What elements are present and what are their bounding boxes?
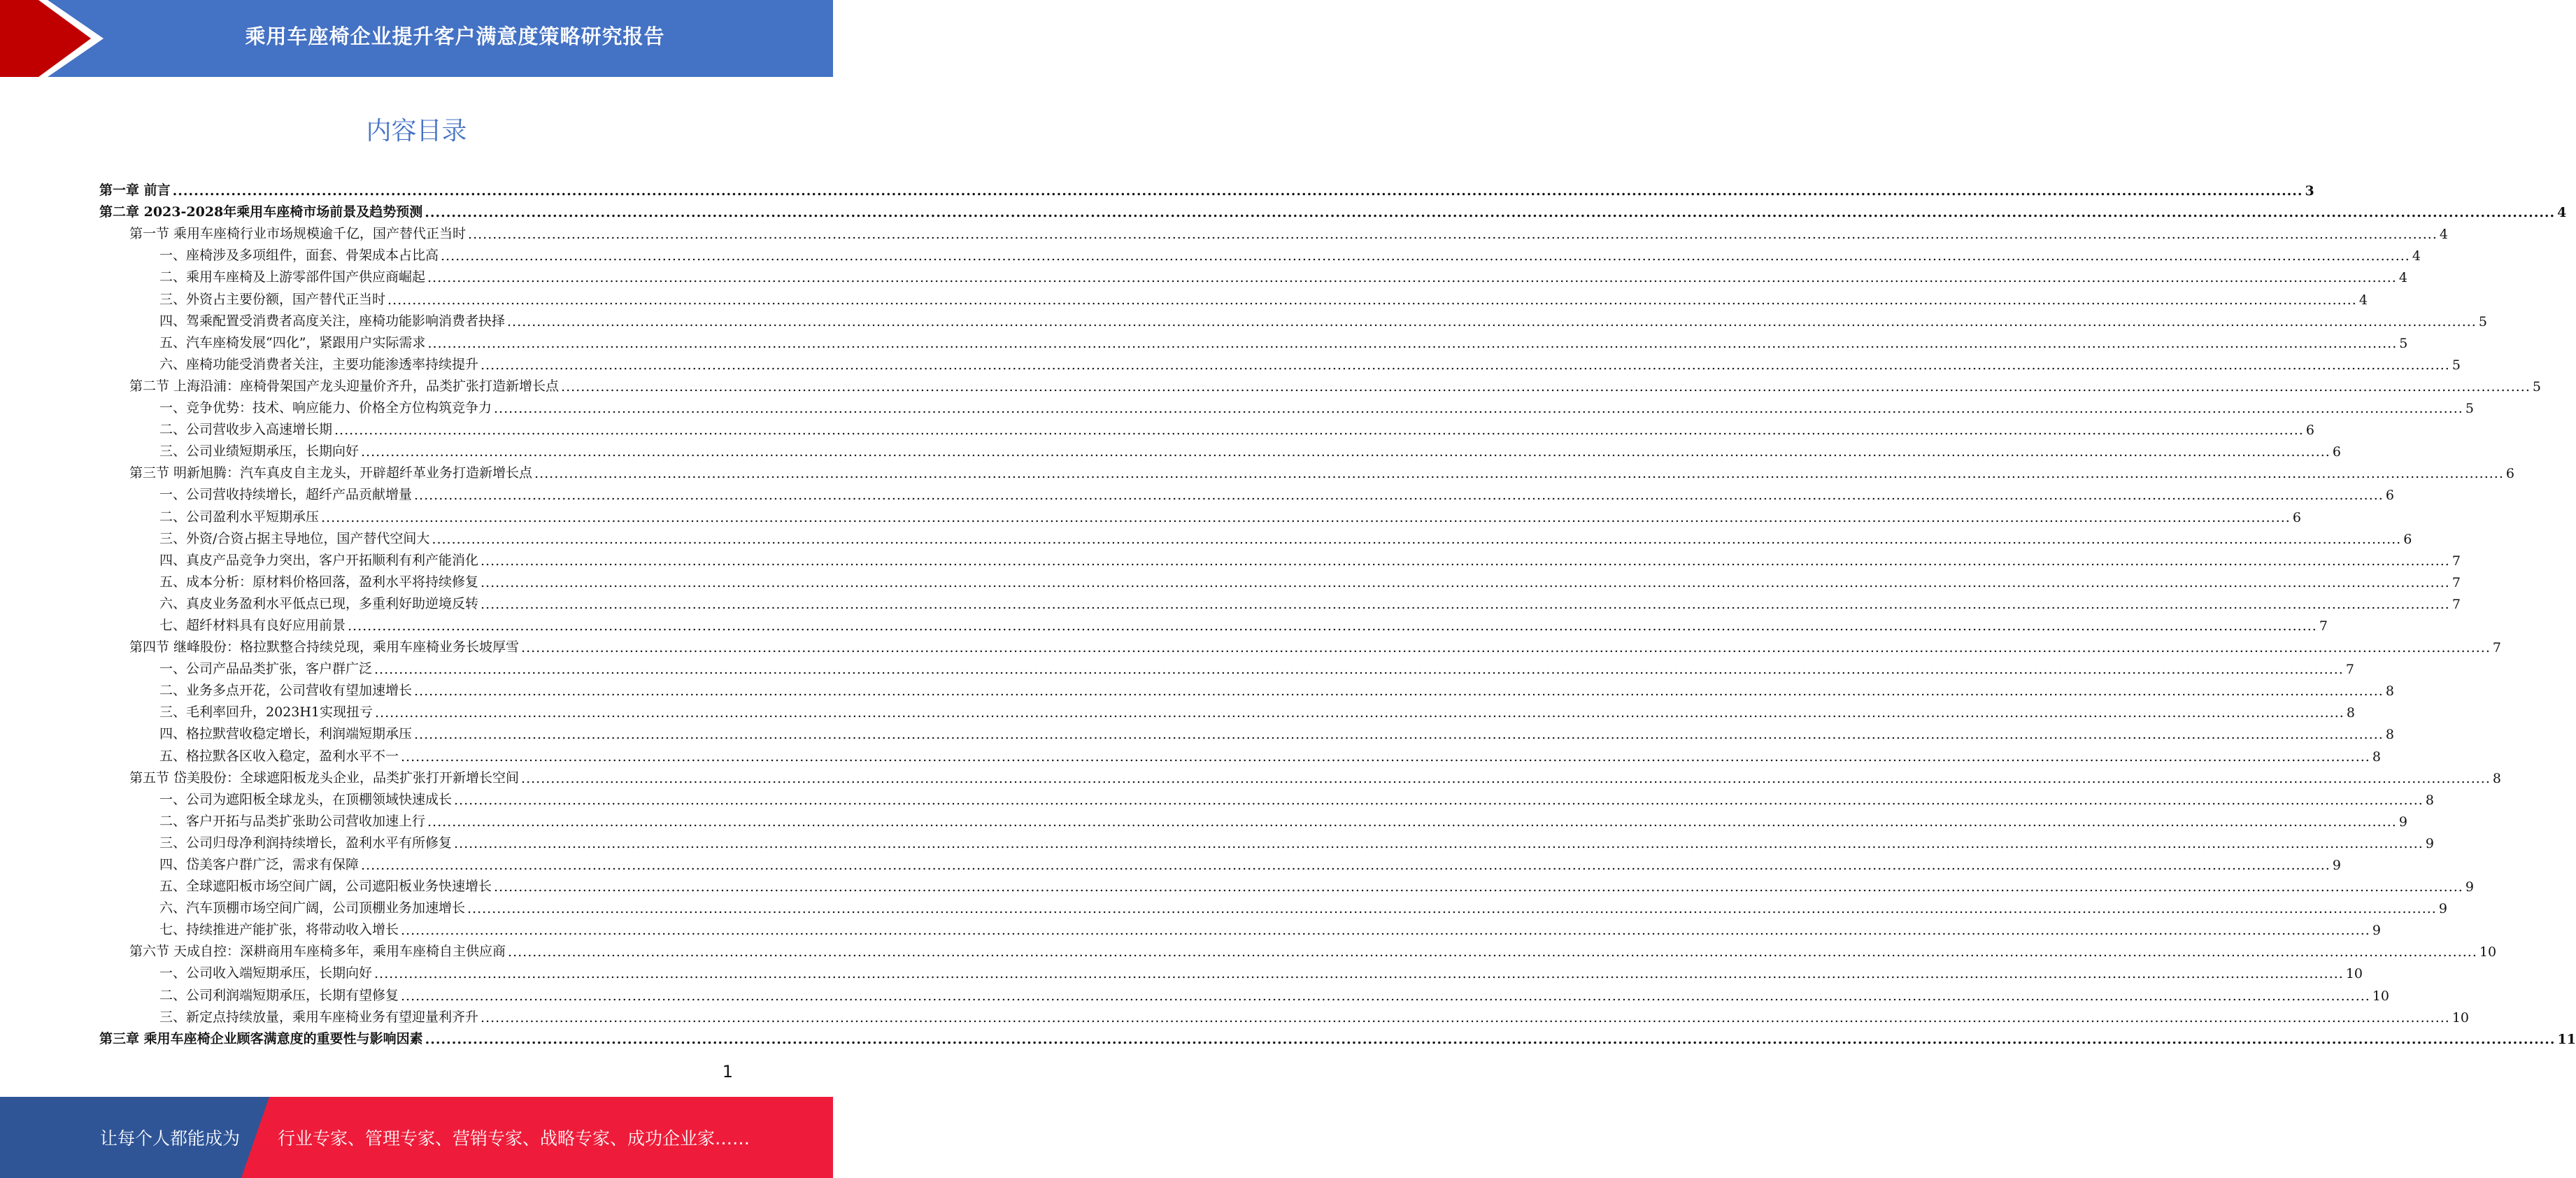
toc-entry-text: 四、驾乘配置受消费者高度关注，座椅功能影响消费者抉择 [159, 313, 506, 329]
toc-entry[interactable] [99, 199, 2567, 221]
toc-entry[interactable] [99, 655, 2354, 678]
toc-dot-leader: ................................................................................................................................................................................................................................................................................................................................................................................................................ [468, 227, 2438, 243]
toc-entry-page: 6 [2305, 423, 2314, 439]
toc-entry[interactable] [99, 721, 2394, 743]
toc-entry-text: 三、公司归母净利润持续增长，盈利水平有所修复 [159, 835, 453, 851]
toc-entry-page: 6 [2403, 531, 2412, 547]
toc-entry[interactable] [99, 460, 2514, 482]
toc-entry[interactable] [99, 177, 2314, 199]
toc-dot-leader: ................................................................................................................................................................................................................................................................................................................................................................................................................ [534, 466, 2504, 482]
toc-entry-text: 五、全球遮阳板市场空间广阔，公司遮阳板业务快速增长 [159, 879, 492, 895]
toc-dot-leader: ................................................................................................................................................................................................................................................................................................................................................................................................................ [508, 944, 2477, 960]
toc-entry[interactable] [99, 242, 2421, 264]
toc-dot-leader: ................................................................................................................................................................................................................................................................................................................................................................................................................ [414, 727, 2384, 743]
toc-entry[interactable] [99, 547, 2461, 569]
toc-entry[interactable] [99, 264, 2407, 286]
toc-entry-page: 9 [2332, 858, 2341, 873]
toc-entry-page: 6 [2332, 444, 2341, 460]
toc-entry-text: 二、公司利润端短期承压，长期有望修复 [159, 987, 399, 1003]
toc-entry-text: 四、岱美客户群广泛，需求有保障 [159, 857, 360, 872]
toc-entry-page: 9 [2438, 901, 2447, 917]
toc-entry-page: 7 [2452, 574, 2461, 590]
toc-entry[interactable] [99, 351, 2461, 373]
toc-entry[interactable] [99, 612, 2328, 634]
toc-entry-text: 六、真皮业务盈利水平低点已现，多重利好助逆境反转 [159, 595, 479, 611]
toc-entry[interactable] [99, 329, 2408, 351]
toc-entry-text: 三、外资/合资占据主导地位，国产替代空间大 [159, 530, 430, 546]
toc-entry[interactable] [99, 830, 2434, 851]
toc-entry-text: 五、格拉默各区收入稳定，盈利水平不一 [159, 748, 399, 764]
toc-entry-page: 4 [2412, 248, 2421, 264]
toc-dot-leader: ................................................................................................................................................................................................................................................................................................................................................................................................................ [414, 488, 2384, 504]
toc-entry-page: 6 [2292, 509, 2301, 525]
toc-entry[interactable] [99, 308, 2487, 329]
toc-dot-leader: ................................................................................................................................................................................................................................................................................................................................................................................................................ [401, 748, 2370, 765]
toc-entry[interactable] [99, 438, 2341, 460]
toc-entry[interactable] [99, 765, 2501, 786]
toc-entry-text: 第六节 天成自控：深耕商用车座椅多年，乘用车座椅自主供应商 [129, 944, 506, 960]
page-number: 1 [722, 1062, 733, 1081]
toc-entry-text: 三、外资占主要份额，国产替代正当时 [159, 291, 386, 307]
toc-dot-leader: ................................................................................................................................................................................................................................................................................................................................................................................................................ [427, 270, 2397, 286]
toc-entry-text: 二、公司营收步入高速增长期 [159, 422, 333, 438]
toc-entry-text: 二、业务多点开花，公司营收有望加速增长 [159, 683, 413, 699]
toc-dot-leader: ................................................................................................................................................................................................................................................................................................................................................................................................................ [172, 183, 2303, 199]
toc-entry-text: 五、汽车座椅发展“四化”，紧跟用户实际需求 [159, 334, 426, 350]
toc-entry-text: 第一章 前言 [99, 183, 171, 199]
toc-dot-leader: ................................................................................................................................................................................................................................................................................................................................................................................................................ [521, 640, 2491, 656]
page-header [0, 0, 833, 77]
toc-dot-leader: ................................................................................................................................................................................................................................................................................................................................................................................................................ [467, 901, 2437, 917]
toc-dot-leader: ................................................................................................................................................................................................................................................................................................................................................................................................................ [348, 618, 2317, 634]
footer-slogan-left: 让每个人都能成为 [100, 1128, 241, 1149]
toc-entry-page: 5 [2532, 378, 2541, 395]
toc-entry-page: 5 [2465, 401, 2474, 417]
toc-entry-text: 一、公司收入端短期承压，长期向好 [159, 965, 373, 981]
toc-entry-text: 六、座椅功能受消费者关注，主要功能渗透率持续提升 [159, 356, 479, 372]
toc-entry[interactable] [99, 395, 2474, 417]
toc-dot-leader: ................................................................................................................................................................................................................................................................................................................................................................................................................ [401, 988, 2370, 1004]
toc-entry-page: 8 [2492, 770, 2501, 786]
toc-entry-text: 四、格拉默营收稳定增长，利润端短期承压 [159, 726, 413, 742]
toc-entry-text: 第三节 明新旭腾：汽车真皮自主龙头，开辟超纤革业务打造新增长点 [129, 465, 533, 481]
toc-entry-page: 9 [2372, 923, 2381, 939]
toc-entry-page: 4 [2358, 292, 2368, 308]
toc-dot-leader: ................................................................................................................................................................................................................................................................................................................................................................................................................ [481, 553, 2450, 569]
toc-dot-leader: ................................................................................................................................................................................................................................................................................................................................................................................................................ [494, 401, 2463, 417]
toc-entry-page: 10 [2345, 966, 2363, 982]
toc-dot-leader: ................................................................................................................................................................................................................................................................................................................................................................................................................ [425, 205, 2556, 221]
toc-entry[interactable] [99, 503, 2301, 525]
toc-dot-leader: ................................................................................................................................................................................................................................................................................................................................................................................................................ [361, 858, 2331, 873]
toc-entry-text: 一、竞争优势：技术、响应能力、价格全方位构筑竞争力 [159, 400, 492, 416]
toc-dot-leader: ................................................................................................................................................................................................................................................................................................................................................................................................................ [425, 1031, 2556, 1047]
toc-entry[interactable] [99, 981, 2390, 1004]
toc-entry-text: 二、公司盈利水平短期承压 [159, 509, 320, 525]
toc-entry-page: 9 [2465, 879, 2474, 895]
toc-entry-page: 3 [2305, 183, 2314, 199]
toc-entry[interactable] [99, 481, 2394, 504]
toc-entry[interactable] [99, 634, 2501, 656]
toc-entry-page: 4 [2439, 227, 2448, 243]
toc-dot-leader: ................................................................................................................................................................................................................................................................................................................................................................................................................ [454, 835, 2424, 851]
toc-dot-leader: ................................................................................................................................................................................................................................................................................................................................................................................................................ [454, 792, 2424, 808]
toc-entry-text: 三、公司业绩短期承压，长期向好 [159, 443, 360, 460]
toc-entry[interactable] [99, 938, 2497, 960]
toc-entry-page: 8 [2346, 705, 2355, 721]
toc-entry[interactable] [99, 786, 2434, 808]
toc-entry-text: 三、新定点持续放量，乘用车座椅业务有望迎量利齐升 [159, 1009, 479, 1025]
toc-entry[interactable] [99, 808, 2407, 830]
toc-entry[interactable] [99, 699, 2355, 721]
toc-dot-leader: ................................................................................................................................................................................................................................................................................................................................................................................................................ [494, 879, 2463, 895]
toc-entry-page: 10 [2452, 1009, 2470, 1026]
toc-entry-text: 第五节 岱美股份：全球遮阳板龙头企业，品类扩张打开新增长空间 [129, 769, 520, 786]
toc-entry[interactable] [99, 285, 2368, 308]
toc-dot-leader: ................................................................................................................................................................................................................................................................................................................................................................................................................ [334, 423, 2304, 439]
toc-dot-leader: ................................................................................................................................................................................................................................................................................................................................................................................................................ [441, 248, 2410, 264]
toc-entry-text: 第一节 乘用车座椅行业市场规模逾千亿，国产替代正当时 [129, 226, 467, 242]
toc-entry-text: 五、成本分析：原材料价格回落，盈利水平将持续修复 [159, 574, 479, 590]
toc-entry-text: 二、乘用车座椅及上游零部件国产供应商崛起 [159, 269, 426, 285]
toc-entry-text: 六、汽车顶棚市场空间广阔，公司顶棚业务加速增长 [159, 900, 466, 916]
toc-entry-text: 四、真皮产品竞争力突出，客户开拓顺利有利产能消化 [159, 552, 479, 568]
report-title: 乘用车座椅企业提升客户满意度策略研究报告 [245, 24, 665, 48]
toc-entry-text: 一、公司营收持续增长，超纤产品贡献增量 [159, 487, 413, 503]
toc-entry[interactable] [99, 873, 2474, 895]
toc-entry-text: 三、毛利率回升，2023H1实现扭亏 [159, 704, 373, 721]
toc-dot-leader: ................................................................................................................................................................................................................................................................................................................................................................................................................ [361, 444, 2331, 460]
toc-entry-page: 5 [2478, 313, 2487, 329]
toc-dot-leader: ................................................................................................................................................................................................................................................................................................................................................................................................................ [374, 966, 2344, 982]
toc-dot-leader: ................................................................................................................................................................................................................................................................................................................................................................................................................ [507, 313, 2477, 329]
toc-dot-leader: ................................................................................................................................................................................................................................................................................................................................................................................................................ [427, 814, 2397, 830]
toc-entry-page: 10 [2372, 988, 2390, 1004]
toc-entry[interactable] [99, 220, 2448, 243]
toc-entry-page: 5 [2452, 357, 2461, 373]
toc-entry[interactable] [99, 895, 2447, 917]
toc-entry-text: 第四节 继峰股份：格拉默整合持续兑现，乘用车座椅业务长坡厚雪 [129, 639, 520, 655]
toc-entry[interactable] [99, 569, 2461, 590]
toc-entry[interactable] [99, 742, 2381, 765]
toc-title: 内容目录 [366, 117, 467, 146]
toc-dot-leader: ................................................................................................................................................................................................................................................................................................................................................................................................................ [321, 509, 2291, 525]
toc-entry-page: 7 [2345, 662, 2354, 678]
toc-entry-page: 7 [2452, 596, 2461, 612]
toc-entry-page: 6 [2385, 488, 2394, 504]
toc-entry-page: 9 [2425, 835, 2434, 851]
toc-dot-leader: ................................................................................................................................................................................................................................................................................................................................................................................................................ [481, 574, 2450, 590]
table-of-contents [99, 177, 2576, 1047]
toc-entry-page: 5 [2399, 335, 2408, 351]
toc-dot-leader: ................................................................................................................................................................................................................................................................................................................................................................................................................ [481, 1009, 2450, 1026]
toc-entry[interactable] [99, 1004, 2470, 1026]
footer-slogan-right: 行业专家、管理专家、营销专家、战略专家、成功企业家…… [278, 1128, 750, 1149]
toc-entry-page: 4 [2398, 270, 2407, 286]
toc-dot-leader: ................................................................................................................................................................................................................................................................................................................................................................................................................ [561, 378, 2531, 395]
toc-dot-leader: ................................................................................................................................................................................................................................................................................................................................................................................................................ [387, 292, 2357, 308]
toc-entry-text: 第三章 乘用车座椅企业顾客满意度的重要性与影响因素 [99, 1030, 423, 1046]
toc-entry-text: 第二章 2023-2028年乘用车座椅市场前景及趋势预测 [99, 204, 423, 220]
toc-entry[interactable] [99, 590, 2461, 612]
toc-entry-page: 8 [2385, 727, 2394, 743]
toc-entry-text: 第二节 上海沿浦：座椅骨架国产龙头迎量价齐升，品类扩张打造新增长点 [129, 378, 560, 394]
toc-entry-page: 11 [2557, 1031, 2576, 1047]
toc-entry[interactable] [99, 1026, 2576, 1047]
toc-entry-page: 8 [2425, 792, 2434, 808]
toc-entry[interactable] [99, 416, 2314, 439]
toc-dot-leader: ................................................................................................................................................................................................................................................................................................................................................................................................................ [414, 683, 2384, 700]
toc-entry-text: 七、持续推进产能扩张，将带动收入增长 [159, 922, 399, 938]
toc-entry-text: 一、公司产品品类扩张，客户群广泛 [159, 661, 373, 677]
toc-entry-page: 8 [2372, 748, 2381, 765]
toc-entry-page: 6 [2505, 466, 2514, 482]
toc-entry-page: 7 [2492, 640, 2501, 656]
toc-entry-text: 二、客户开拓与品类扩张助公司营收加速上行 [159, 813, 426, 829]
toc-entry[interactable] [99, 525, 2412, 547]
toc-entry[interactable] [99, 677, 2394, 700]
toc-entry-page: 8 [2385, 683, 2394, 700]
toc-dot-leader: ................................................................................................................................................................................................................................................................................................................................................................................................................ [401, 923, 2370, 939]
toc-dot-leader: ................................................................................................................................................................................................................................................................................................................................................................................................................ [481, 596, 2450, 612]
page-footer [0, 1097, 833, 1178]
toc-entry-text: 一、公司为遮阳板全球龙头，在顶棚领域快速成长 [159, 791, 453, 807]
toc-entry-page: 9 [2398, 814, 2407, 830]
toc-dot-leader: ................................................................................................................................................................................................................................................................................................................................................................................................................ [427, 335, 2398, 351]
toc-entry-page: 7 [2319, 618, 2328, 634]
toc-entry[interactable] [99, 916, 2381, 939]
toc-entry[interactable] [99, 373, 2541, 395]
toc-dot-leader: ................................................................................................................................................................................................................................................................................................................................................................................................................ [374, 662, 2344, 678]
toc-dot-leader: ................................................................................................................................................................................................................................................................................................................................................................................................................ [432, 531, 2402, 547]
toc-entry[interactable] [99, 851, 2341, 873]
toc-entry-text: 一、座椅涉及多项组件，面套、骨架成本占比高 [159, 248, 439, 264]
toc-entry-page: 7 [2452, 553, 2461, 569]
toc-entry-page: 4 [2557, 205, 2567, 221]
toc-entry-page: 10 [2479, 944, 2497, 960]
toc-entry-text: 七、超纤材料具有良好应用前景 [159, 617, 346, 633]
toc-dot-leader: ................................................................................................................................................................................................................................................................................................................................................................................................................ [481, 357, 2450, 373]
toc-dot-leader: ................................................................................................................................................................................................................................................................................................................................................................................................................ [375, 705, 2344, 721]
toc-entry[interactable] [99, 960, 2363, 982]
toc-dot-leader: ................................................................................................................................................................................................................................................................................................................................................................................................................ [521, 770, 2491, 786]
